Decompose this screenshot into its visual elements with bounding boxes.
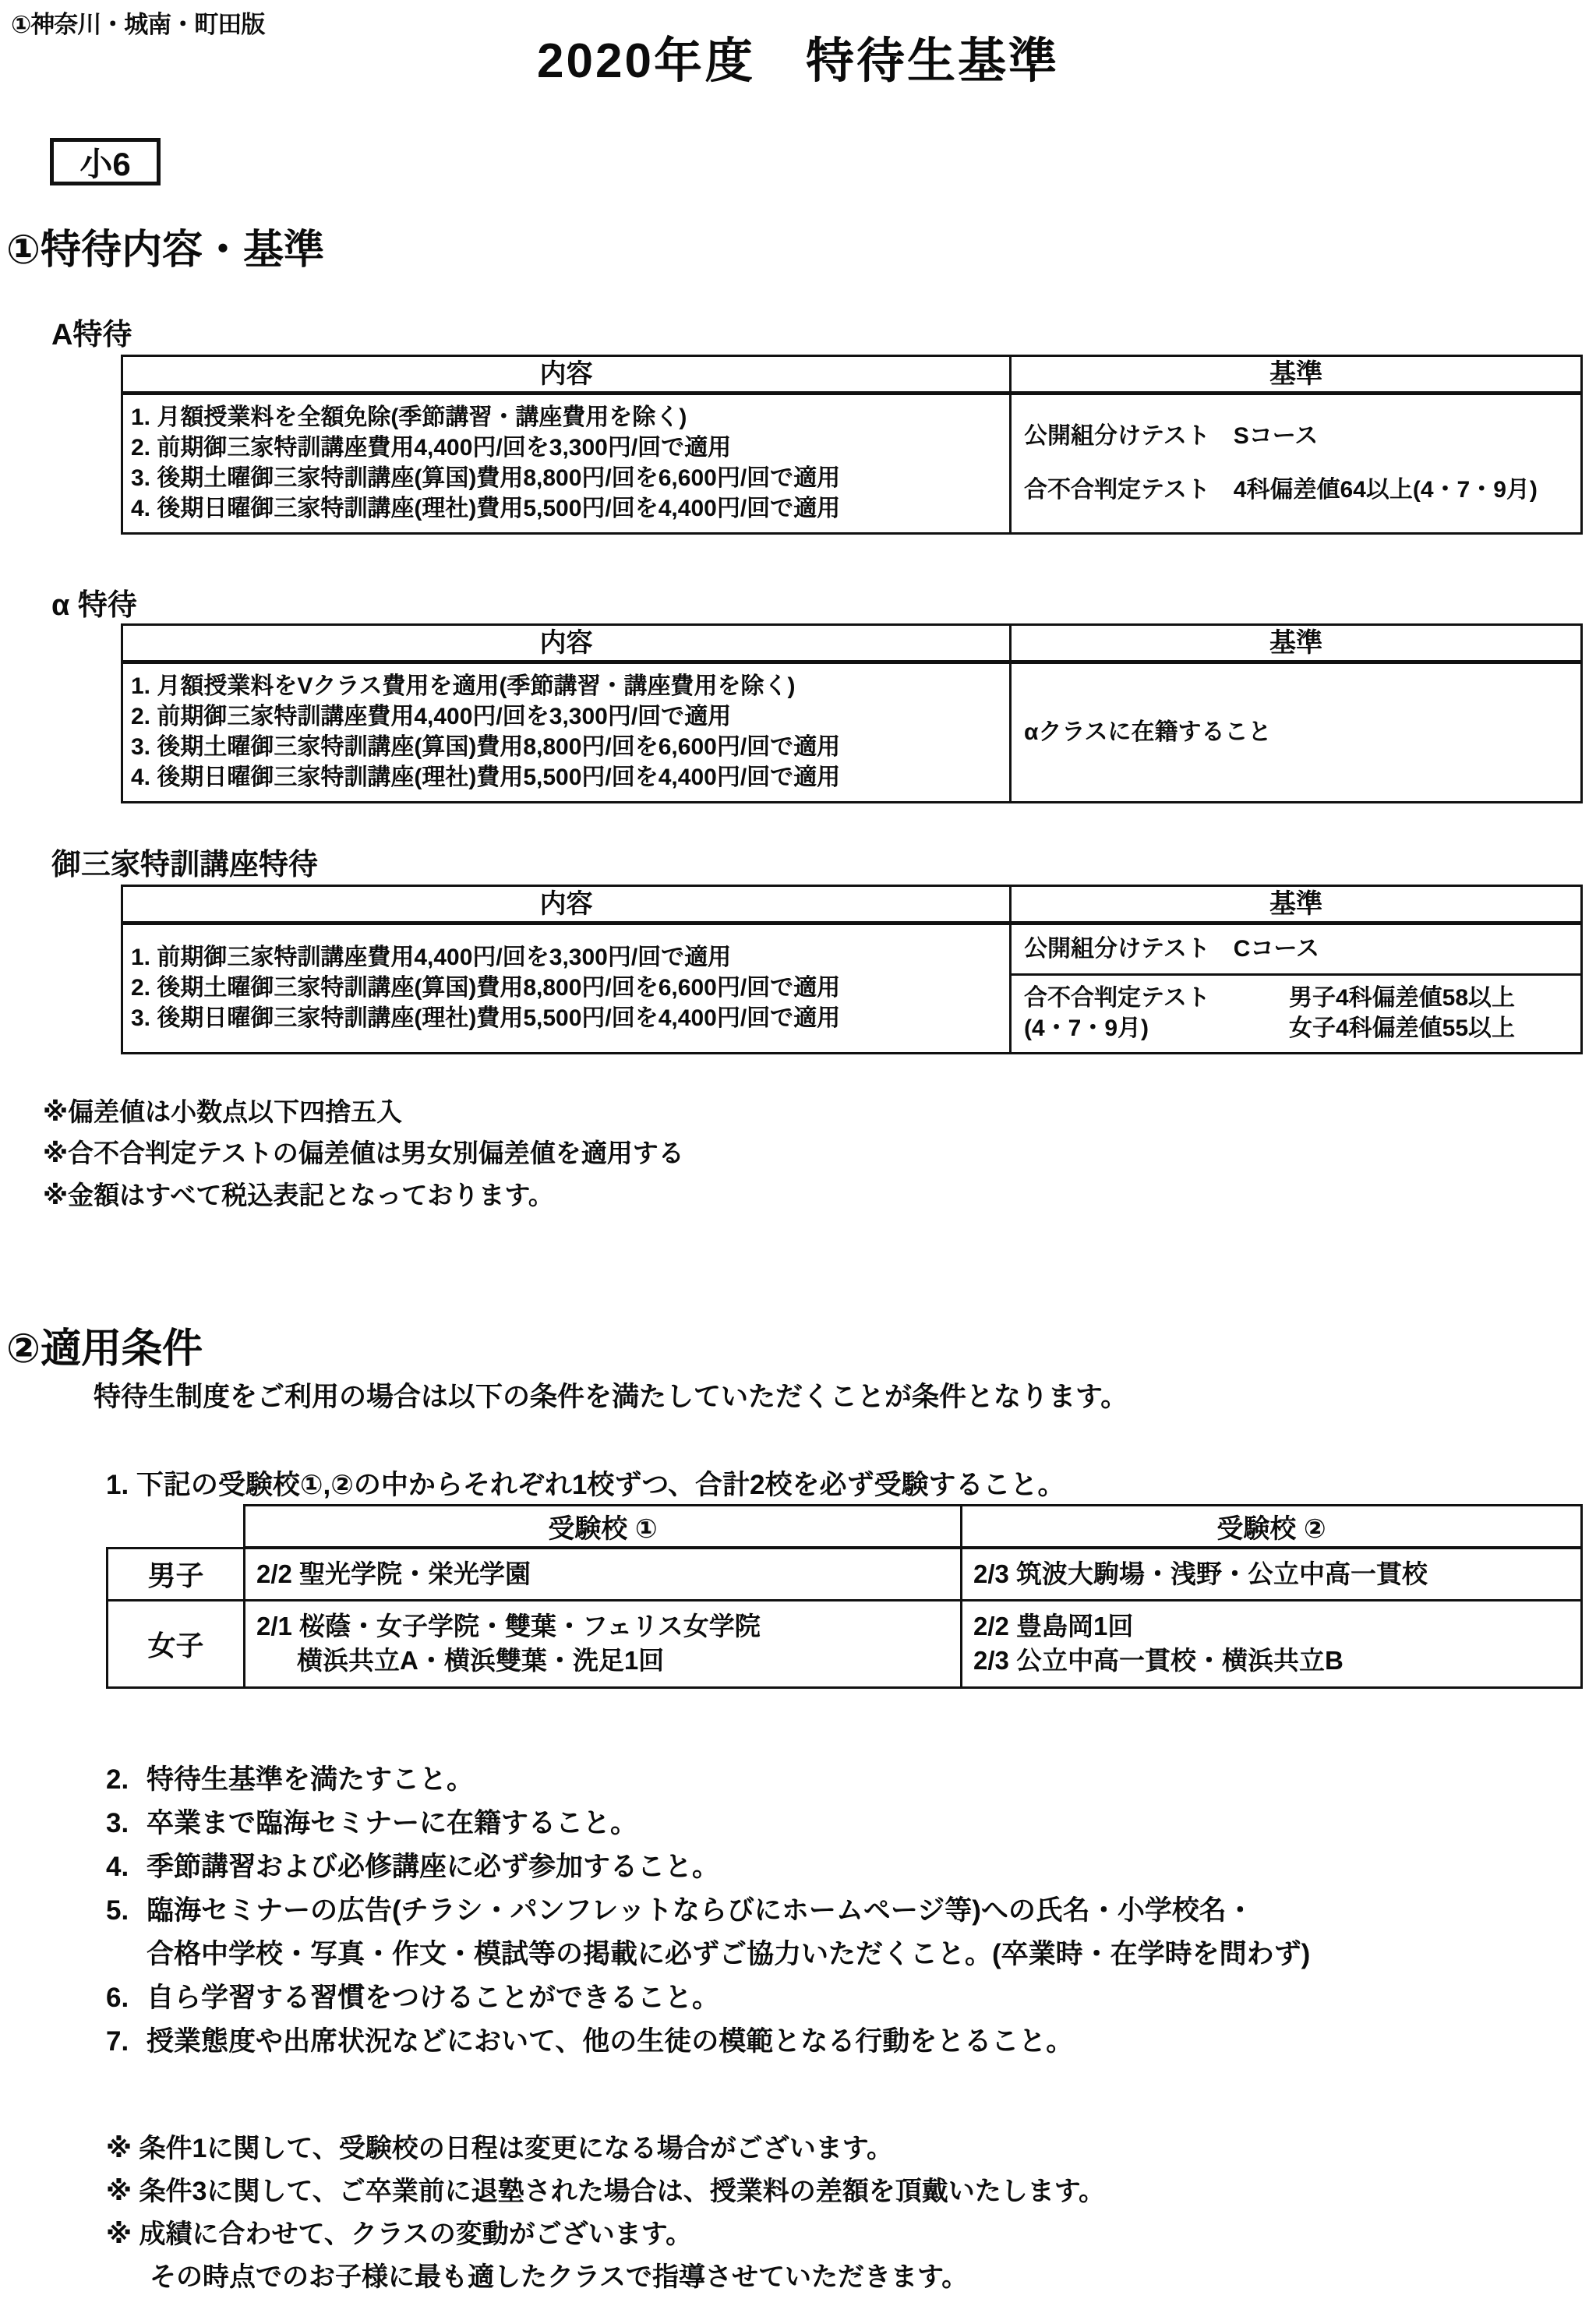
content-item: 3. 後期土曜御三家特訓講座(算国)費用8,800円/回を6,600円/回で適用 (131, 465, 841, 491)
subheading-gosanke-tokutai: 御三家特訓講座特待 (51, 849, 319, 881)
content-item: 2. 前期御三家特訓講座費用4,400円/回を3,300円/回で適用 (131, 435, 732, 461)
col-header-criteria: 基準 (1011, 625, 1582, 662)
table-header-row (122, 886, 1582, 923)
table-row (108, 1601, 1582, 1687)
section-1-notes (43, 1091, 684, 1216)
table-alpha-tokutai (121, 623, 1583, 803)
content-item: 2. 前期御三家特訓講座費用4,400円/回を3,300円/回で適用 (131, 704, 732, 729)
item-text: 卒業まで臨海セミナーに在籍すること。 (147, 1808, 638, 1838)
col-header-school-1: 受験校 ① (245, 1506, 962, 1549)
school-line: 横浜共立A・横浜雙葉・洗足1回 (297, 1646, 665, 1676)
criteria-line: 公開組分けテスト Cコース (1024, 935, 1319, 962)
content-item: 1. 前期御三家特訓講座費用4,400円/回を3,300円/回で適用 (131, 945, 732, 970)
table-row (108, 1548, 1582, 1601)
list-item (106, 1845, 1310, 1889)
row-label-boys: 男子 (108, 1548, 245, 1601)
boys-school-2 (962, 1548, 1582, 1601)
table-header-row (122, 625, 1582, 662)
item-number: 4. (106, 1852, 129, 1882)
criteria-right: 男子4科偏差値58以上 (1289, 985, 1516, 1011)
content-item: 4. 後期日曜御三家特訓講座(理社)費用5,500円/回を4,400円/回で適用 (131, 765, 841, 790)
criteria-cell-deviation (1011, 975, 1582, 1054)
row-label-girls: 女子 (108, 1601, 245, 1687)
conditions-list (106, 1758, 1310, 2064)
item-number: 3. (106, 1808, 129, 1838)
school-line: 2/3 筑波大駒場・浅野・公立中高一貫校 (973, 1559, 1428, 1588)
content-cell (122, 923, 1011, 1054)
note-text-cont: その時点でのお子様に最も適したクラスで指導させていただきます。 (150, 2262, 969, 2293)
criteria-line: αクラスに在籍すること (1024, 719, 1272, 745)
note-text: ※ 成績に合わせて、クラスの変動がございます。 (106, 2219, 693, 2250)
criteria-left: 合不合判定テスト (1024, 985, 1210, 1011)
content-item: 2. 後期土曜御三家特訓講座(算国)費用8,800円/回を6,600円/回で適用 (131, 975, 841, 1001)
col-header-content: 内容 (122, 356, 1011, 394)
content-cell (122, 662, 1011, 803)
content-item: 3. 後期土曜御三家特訓講座(算国)費用8,800円/回を6,600円/回で適用 (131, 734, 841, 760)
note-line: ※合不合判定テストの偏差値は男女別偏差値を適用する (43, 1139, 684, 1168)
criteria-line: 公開組分けテスト Sコース (1024, 423, 1319, 449)
school-line: 2/2 聖光学院・栄光学園 (256, 1559, 531, 1588)
item-text: 臨海セミナーの広告(チラシ・パンフレットならびにホームページ等)への氏名・小学校名・ (147, 1895, 1254, 1926)
list-item (106, 1758, 1310, 1802)
boys-school-1 (245, 1548, 962, 1601)
criteria-cell (1011, 662, 1582, 803)
table-exam-schools (106, 1504, 1583, 1689)
item-number: 6. (106, 1983, 129, 2013)
item-text: 授業態度や出席状況などにおいて、他の生徒の模範となる行動をとること。 (147, 2026, 1074, 2057)
page-title: 2020年度 特待生基準 (537, 34, 1059, 88)
criteria-line (1024, 1013, 1573, 1044)
content-item: 1. 月額授業料をVクラス費用を適用(季節講習・講座費用を除く) (131, 673, 796, 699)
criteria-cell-course (1011, 923, 1582, 975)
note-line: ※偏差値は小数点以下四捨五入 (43, 1097, 403, 1126)
table-a-tokutai (121, 355, 1583, 535)
school-line: 2/1 桜蔭・女子学院・雙葉・フェリス女学院 (256, 1612, 761, 1641)
note-line: ※金額はすべて税込表記となっております。 (43, 1180, 554, 1210)
corner-cell (108, 1506, 245, 1549)
school-line: 2/2 豊島岡1回 (973, 1612, 1134, 1641)
item-number: 2. (106, 1764, 129, 1795)
edition-label: ①神奈川・城南・町田版 (11, 11, 265, 38)
table-header-row (122, 356, 1582, 394)
content-cell (122, 394, 1011, 534)
subheading-alpha-tokutai: α 特待 (51, 589, 137, 622)
list-item (106, 1976, 1310, 2020)
col-header-criteria: 基準 (1011, 886, 1582, 923)
section-2-notes (106, 2128, 1105, 2299)
item-number: 5. (106, 1895, 129, 1926)
condition-1-text: 1. 下記の受験校①,②の中からそれぞれ1校ずつ、合計2校を必ず受験すること。 (106, 1470, 1065, 1500)
criteria-line (1024, 983, 1573, 1013)
list-item (106, 1802, 1310, 1845)
girls-school-1 (245, 1601, 962, 1687)
table-gosanke-tokutai (121, 885, 1583, 1054)
item-text: 特待生基準を満たすこと。 (147, 1764, 475, 1795)
school-line: 2/3 公立中高一貫校・横浜共立B (973, 1646, 1344, 1676)
section-2-intro: 特待生制度をご利用の場合は以下の条件を満たしていただくことが条件となります。 (94, 1382, 1128, 1412)
col-header-content: 内容 (122, 625, 1011, 662)
criteria-cell (1011, 394, 1582, 534)
item-text-cont: 合格中学校・写真・作文・模試等の掲載に必ずご協力いただくこと。(卒業時・在学時を問わず) (147, 1939, 1311, 1969)
note-line (106, 2213, 1105, 2299)
content-item: 1. 月額授業料を全額免除(季節講習・講座費用を除く) (131, 404, 687, 430)
table-header-row (108, 1506, 1582, 1549)
criteria-right: 女子4科偏差値55以上 (1289, 1015, 1516, 1041)
list-item (106, 1889, 1310, 1976)
subheading-a-tokutai: A特待 (51, 319, 132, 351)
item-text: 季節講習および必修講座に必ず参加すること。 (147, 1852, 720, 1882)
girls-school-2 (962, 1601, 1582, 1687)
item-number: 7. (106, 2026, 129, 2057)
content-item: 4. 後期日曜御三家特訓講座(理社)費用5,500円/回を4,400円/回で適用 (131, 496, 841, 521)
item-text: 自ら学習する習慣をつけることができること。 (147, 1983, 720, 2013)
col-header-content: 内容 (122, 886, 1011, 923)
note-line: ※ 条件1に関して、受験校の日程は変更になる場合がございます。 (106, 2134, 894, 2163)
table-row (122, 662, 1582, 803)
content-item: 3. 後期日曜御三家特訓講座(理社)費用5,500円/回を4,400円/回で適用 (131, 1005, 841, 1031)
section-2-heading: ②適用条件 (6, 1326, 203, 1372)
criteria-left: (4・7・9月) (1024, 1015, 1149, 1041)
col-header-criteria: 基準 (1011, 356, 1582, 394)
section-1-heading: ①特待内容・基準 (6, 228, 325, 273)
grade-badge: 小6 (50, 138, 161, 185)
col-header-school-2: 受験校 ② (962, 1506, 1582, 1549)
spacer (1024, 451, 1573, 475)
table-row (122, 394, 1582, 534)
table-row (122, 923, 1582, 975)
list-item (106, 2020, 1310, 2064)
criteria-line: 合不合判定テスト 4科偏差値64以上(4・7・9月) (1024, 477, 1538, 503)
note-line: ※ 条件3に関して、ご卒業前に退塾された場合は、授業料の差額を頂戴いたします。 (106, 2177, 1106, 2207)
